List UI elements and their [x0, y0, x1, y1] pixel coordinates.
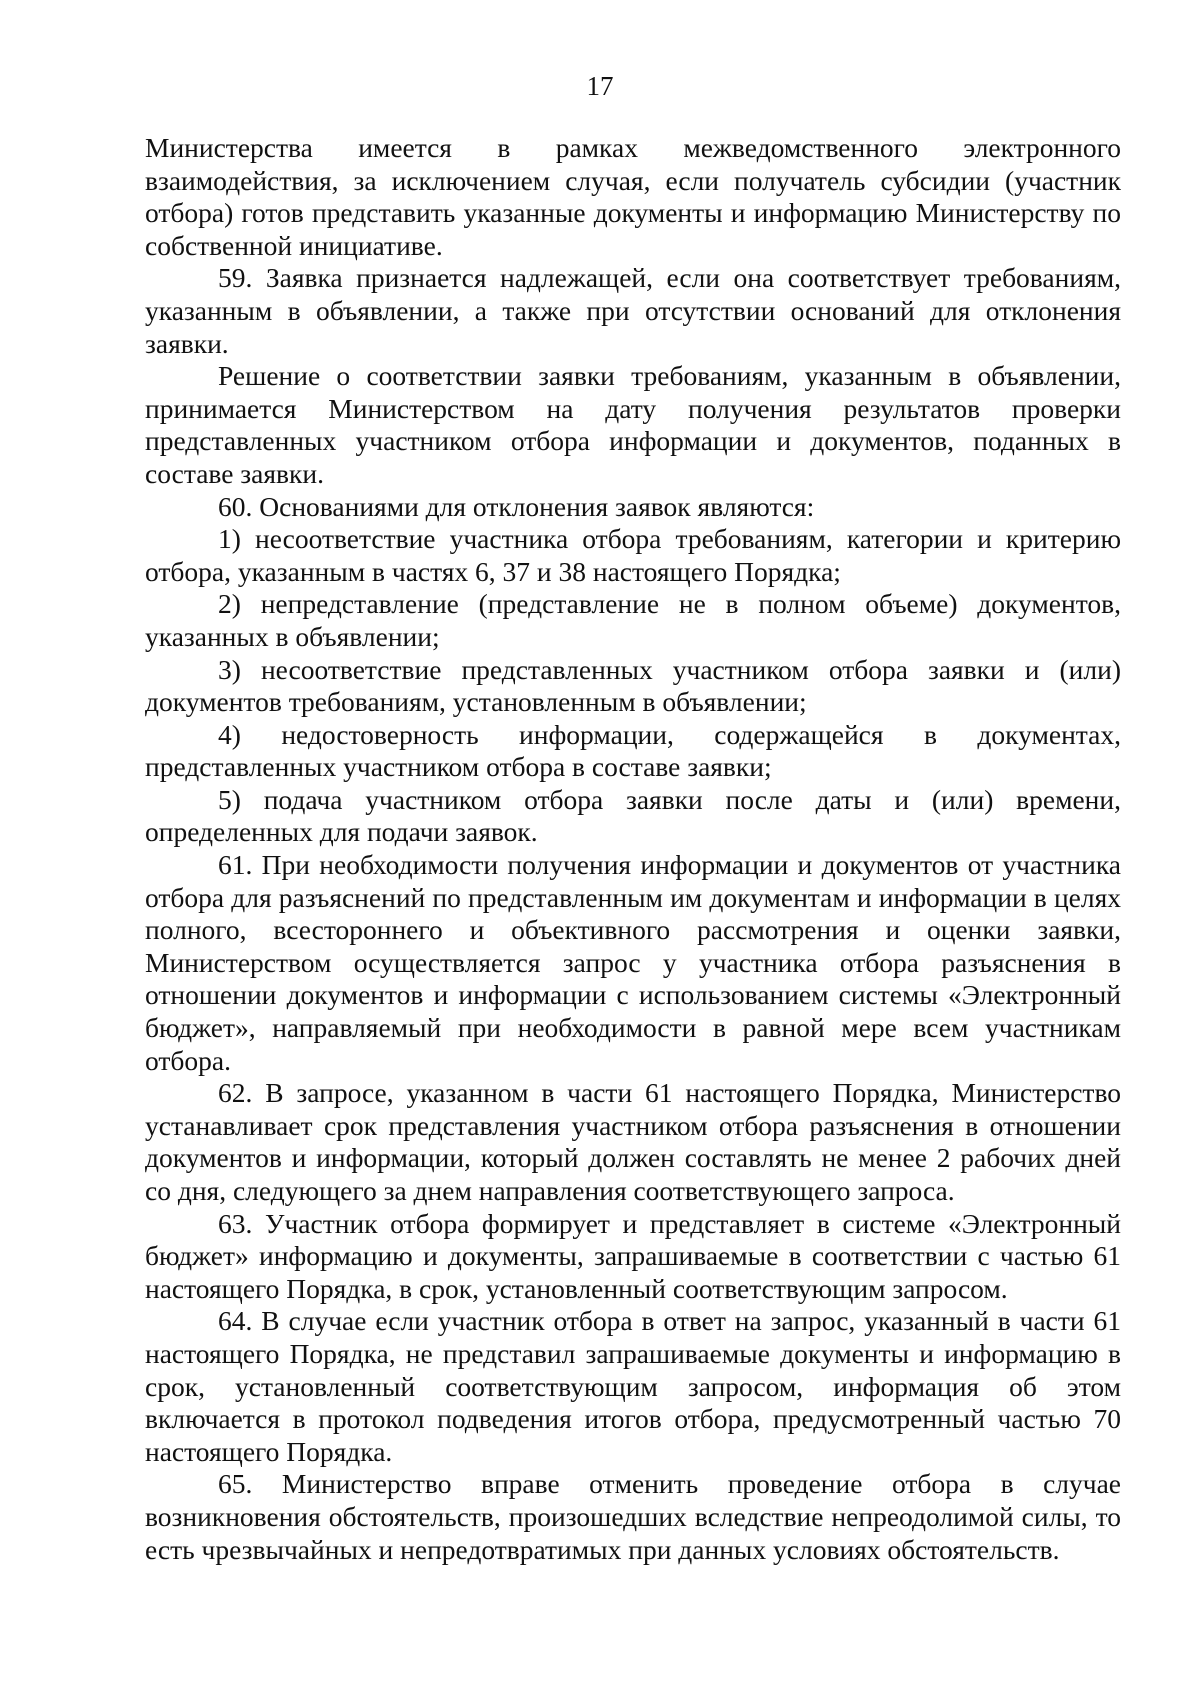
- paragraph-61: 61. При необходимости получения информации и документов от участника отбора для разъяснений по представленным им документам и информации в целях полного, всестороннего и объективного рассмотрения и оценки заявки, Министерством осуществляется запрос у участника отбора разъяснения в отношении документов и информации с использованием системы «Электронный бюджет», направляемый при необходимости в равной мере всем участникам отбора.: [145, 849, 1121, 1076]
- paragraph-continuation: Министерства имеется в рамках межведомственного электронного взаимодействия, за исключением случая, если получатель субсидии (участник отбора) готов представить указанные документы и информацию Министерству по собственной инициативе.: [145, 132, 1121, 261]
- paragraph-60-item-5: 5) подача участником отбора заявки после даты и (или) времени, определенных для подачи заявок.: [145, 783, 1121, 848]
- paragraph-65: 65. Министерство вправе отменить проведение отбора в случае возникновения обстоятельств, произошедших вследствие непреодолимой силы, то есть чрезвычайных и непредотвратимых при данных условиях обстоятельств.: [145, 1468, 1121, 1565]
- paragraph-59-decision: Решение о соответствии заявки требованиям, указанным в объявлении, принимается Министерством на дату получения результатов проверки представленных участником отбора информации и документов, поданных в составе заявки.: [145, 360, 1121, 489]
- paragraph-62: 62. В запросе, указанном в части 61 настоящего Порядка, Министерство устанавливает срок представления участником отбора разъяснения в отношении документов и информации, который должен составлять не менее 2 рабочих дней со дня, следующего за днем направления соответствующего запроса.: [145, 1077, 1121, 1206]
- page-number: 17: [586, 71, 614, 101]
- paragraph-60-item-2: 2) непредставление (представление не в полном объеме) документов, указанных в объявлении;: [145, 588, 1121, 652]
- paragraph-63: 63. Участник отбора формирует и представляет в системе «Электронный бюджет» информацию и документы, запрашиваемые в соответствии с частью 61 настоящего Порядка, в срок, установленный соответствующим запросом.: [145, 1207, 1121, 1304]
- paragraph-60-item-3: 3) несоответствие представленных участником отбора заявки и (или) документов требованиям, установленным в объявлении;: [145, 653, 1121, 718]
- paragraph-59: 59. Заявка признается надлежащей, если она соответствует требованиям, указанным в объявлении, а также при отсутствии оснований для отклонения заявки.: [145, 262, 1121, 359]
- paragraph-60: 60. Основаниями для отклонения заявок являются:: [218, 490, 815, 522]
- paragraph-60-item-4: 4) недостоверность информации, содержащейся в документах, представленных участником отбора в составе заявки;: [145, 718, 1121, 783]
- document-body: [145, 132, 1121, 1566]
- paragraph-64: 64. В случае если участник отбора в ответ на запрос, указанный в части 61 настоящего Порядка, не представил запрашиваемые документы и информацию в срок, установленный соответствующим запросом, информация об этом включается в протокол подведения итогов отбора, предусмотренный частью 70 настоящего Порядка.: [145, 1305, 1121, 1467]
- paragraph-60-item-1: 1) несоответствие участника отбора требованиям, категории и критерию отбора, указанным в частях 6, 37 и 38 настоящего Порядка;: [145, 523, 1121, 587]
